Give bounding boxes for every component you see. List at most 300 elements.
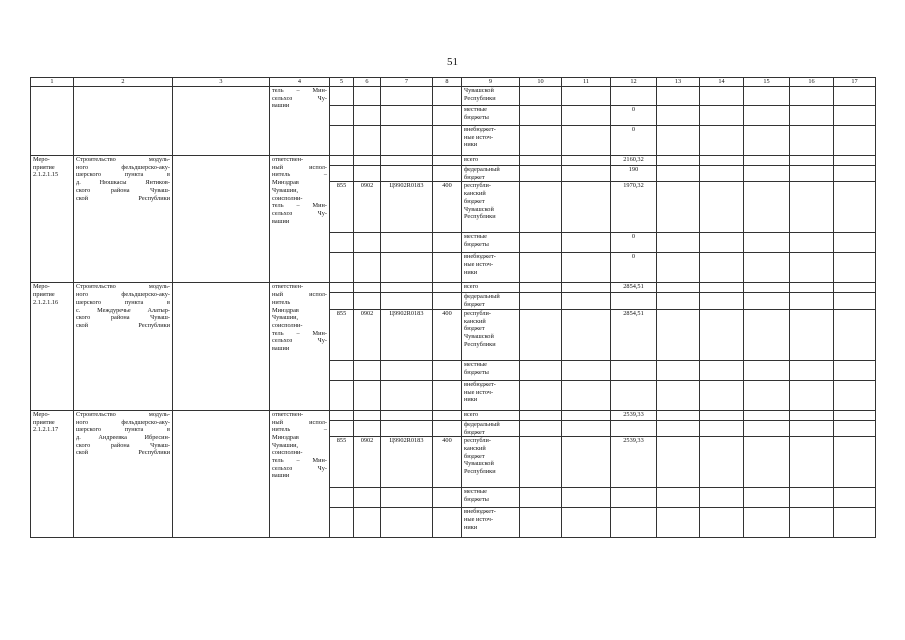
empty-cell [433, 87, 462, 106]
empty-cell [433, 380, 462, 410]
cell-line: ского района Чуваш- [76, 441, 170, 449]
empty-cell [520, 166, 562, 182]
empty-cell [790, 293, 834, 309]
cell-line: Минздрав [272, 179, 299, 187]
table-row [31, 283, 876, 293]
empty-cell [330, 106, 354, 126]
budget-code-cell: Ц9902R0183 [381, 309, 433, 360]
empty-cell [330, 410, 354, 420]
empty-cell [433, 420, 462, 436]
empty-cell [354, 283, 381, 293]
empty-cell [433, 233, 462, 253]
empty-cell [433, 410, 462, 420]
empty-cell [744, 437, 790, 488]
cell-line: д. Нюшкасы Янтиков- [76, 179, 170, 187]
empty-cell [330, 87, 354, 106]
amount-cell [611, 293, 657, 309]
empty-cell [520, 410, 562, 420]
empty-cell [520, 126, 562, 156]
cell-line: приятие [33, 418, 55, 426]
funding-source: Чувашской Республики [462, 87, 520, 106]
empty-cell [381, 253, 433, 283]
cell-line: шерского пункта в [76, 426, 170, 434]
empty-cell [433, 360, 462, 380]
cell-line: ный испол- [272, 291, 327, 299]
empty-cell [834, 488, 876, 508]
amount-cell: 0 [611, 126, 657, 156]
empty-cell [700, 253, 744, 283]
amount-cell: 2539,33 [611, 437, 657, 488]
cell-line: Строительство модуль- [76, 410, 170, 418]
cell-line: вашии [272, 345, 290, 353]
cell-line: ответствен- [272, 156, 304, 163]
empty-cell [700, 233, 744, 253]
empty-cell [744, 309, 790, 360]
cell-line: Меро- [33, 156, 50, 163]
empty-cell [834, 126, 876, 156]
budget-code-cell: 0902 [354, 437, 381, 488]
executor-cell [270, 283, 330, 410]
cell-line: вашии [272, 472, 290, 480]
empty-cell [330, 156, 354, 166]
empty-cell [700, 87, 744, 106]
empty-cell [657, 87, 700, 106]
empty-cell [700, 283, 744, 293]
empty-cell [562, 156, 611, 166]
description-cell [74, 156, 173, 283]
empty-cell [700, 293, 744, 309]
empty-cell [744, 293, 790, 309]
empty-cell [790, 106, 834, 126]
empty-cell [657, 126, 700, 156]
empty-cell [790, 126, 834, 156]
cell-line: Меро- [33, 410, 50, 418]
empty-cell [74, 87, 173, 156]
empty-cell [173, 283, 270, 410]
cell-line: нитель – [272, 426, 327, 434]
cell-line: соисполни- [272, 321, 303, 329]
empty-cell [700, 437, 744, 488]
empty-cell [744, 410, 790, 420]
empty-cell [330, 508, 354, 538]
empty-cell [520, 309, 562, 360]
empty-cell [520, 437, 562, 488]
empty-cell [790, 488, 834, 508]
funding-source: федеральный бюджет [462, 420, 520, 436]
empty-cell [790, 283, 834, 293]
empty-cell [433, 283, 462, 293]
empty-cell [520, 360, 562, 380]
empty-cell [700, 156, 744, 166]
budget-code-cell: 855 [330, 437, 354, 488]
column-header: 6 [354, 78, 381, 87]
funding-source: местные бюджеты [462, 360, 520, 380]
empty-cell [834, 380, 876, 410]
empty-cell [834, 293, 876, 309]
empty-cell [834, 106, 876, 126]
cell-line: ской Республики [76, 321, 170, 329]
executor-cell [270, 410, 330, 537]
funding-source: местные бюджеты [462, 106, 520, 126]
empty-cell [834, 166, 876, 182]
empty-cell [562, 488, 611, 508]
empty-cell [834, 253, 876, 283]
cell-line: Чувашии, [272, 441, 299, 449]
empty-cell [700, 360, 744, 380]
cell-line: Меро- [33, 283, 50, 291]
empty-cell [520, 420, 562, 436]
budget-code-cell: 400 [433, 437, 462, 488]
empty-cell [744, 508, 790, 538]
budget-code-cell: 0902 [354, 309, 381, 360]
column-header: 16 [790, 78, 834, 87]
cell-line: шерского пункта в [76, 171, 170, 179]
empty-cell [354, 106, 381, 126]
empty-cell [381, 233, 433, 253]
cell-line: ского района Чуваш- [76, 186, 170, 194]
empty-cell [744, 283, 790, 293]
empty-cell [381, 488, 433, 508]
empty-cell [173, 156, 270, 283]
empty-cell [657, 283, 700, 293]
empty-cell [562, 87, 611, 106]
empty-cell [433, 156, 462, 166]
empty-cell [433, 166, 462, 182]
cell-line: Чувашии, [272, 186, 299, 194]
empty-cell [354, 233, 381, 253]
cell-line: сельхоз Чу- [272, 337, 327, 345]
header-row [31, 78, 876, 87]
budget-table [30, 77, 876, 538]
column-header: 1 [31, 78, 74, 87]
budget-code-cell: 855 [330, 309, 354, 360]
description-cell [74, 410, 173, 537]
empty-cell [657, 410, 700, 420]
column-header: 13 [657, 78, 700, 87]
cell-line: сельхоз Чу- [272, 209, 327, 217]
amount-cell: 0 [611, 106, 657, 126]
amount-cell: 2539,33 [611, 410, 657, 420]
empty-cell [834, 437, 876, 488]
amount-cell [611, 87, 657, 106]
empty-cell [744, 360, 790, 380]
empty-cell [330, 253, 354, 283]
empty-cell [834, 508, 876, 538]
amount-cell: 190 [611, 166, 657, 182]
empty-cell [744, 488, 790, 508]
empty-cell [520, 283, 562, 293]
empty-cell [790, 508, 834, 538]
budget-code-cell: 855 [330, 182, 354, 233]
empty-cell [790, 410, 834, 420]
empty-cell [381, 126, 433, 156]
activity-id-cell [31, 283, 74, 410]
empty-cell [381, 420, 433, 436]
funding-source: всего [462, 410, 520, 420]
empty-cell [834, 420, 876, 436]
empty-cell [562, 508, 611, 538]
amount-cell: 0 [611, 253, 657, 283]
empty-cell [354, 360, 381, 380]
cell-line: сельхоз Чу- [272, 464, 327, 472]
empty-cell [381, 360, 433, 380]
empty-cell [657, 233, 700, 253]
empty-cell [520, 380, 562, 410]
empty-cell [700, 420, 744, 436]
empty-cell [562, 410, 611, 420]
budget-code-cell: Ц9902R0183 [381, 182, 433, 233]
empty-cell [330, 283, 354, 293]
empty-cell [520, 293, 562, 309]
amount-cell: 0 [611, 233, 657, 253]
cell-line: соисполни- [272, 449, 303, 457]
empty-cell [433, 253, 462, 283]
table-row [31, 156, 876, 166]
cell-line: Чувашии, [272, 314, 299, 322]
empty-cell [700, 410, 744, 420]
empty-cell [700, 488, 744, 508]
cell-line: ного фельдшерско-аку- [76, 418, 170, 426]
empty-cell [657, 156, 700, 166]
empty-cell [562, 106, 611, 126]
column-header: 9 [462, 78, 520, 87]
empty-cell [381, 380, 433, 410]
empty-cell [562, 126, 611, 156]
amount-cell [611, 488, 657, 508]
empty-cell [790, 360, 834, 380]
empty-cell [31, 87, 74, 156]
empty-cell [520, 253, 562, 283]
cell-line: с. Междуречье Алатыр- [76, 306, 170, 314]
empty-cell [520, 156, 562, 166]
cell-line: ского района Чуваш- [76, 314, 170, 322]
amount-cell [611, 360, 657, 380]
funding-source: местные бюджеты [462, 233, 520, 253]
empty-cell [330, 380, 354, 410]
empty-cell [790, 420, 834, 436]
funding-source: республи- канский бюджет Чувашской Республики [462, 437, 520, 488]
column-header: 4 [270, 78, 330, 87]
executor-cell [270, 156, 330, 283]
empty-cell [790, 380, 834, 410]
empty-cell [657, 437, 700, 488]
funding-source: республи- канский бюджет Чувашской Республики [462, 309, 520, 360]
empty-cell [790, 233, 834, 253]
cell-line: 2.1.2.1.16 [33, 298, 59, 306]
empty-cell [562, 420, 611, 436]
empty-cell [562, 360, 611, 380]
cell-line: ный испол- [272, 163, 327, 171]
empty-cell [657, 508, 700, 538]
empty-cell [834, 233, 876, 253]
empty-cell [381, 283, 433, 293]
empty-cell [330, 360, 354, 380]
empty-cell [562, 233, 611, 253]
funding-source: федеральный бюджет [462, 166, 520, 182]
funding-source: внебюджет- ные источ- ники [462, 126, 520, 156]
cell-line: тель – Мин- [272, 457, 327, 465]
cell-line: Строительство модуль- [76, 283, 170, 291]
empty-cell [834, 360, 876, 380]
empty-cell [520, 182, 562, 233]
empty-cell [433, 488, 462, 508]
empty-cell [433, 126, 462, 156]
column-header: 10 [520, 78, 562, 87]
empty-cell [354, 293, 381, 309]
empty-cell [520, 87, 562, 106]
column-header: 2 [74, 78, 173, 87]
empty-cell [700, 166, 744, 182]
empty-cell [657, 166, 700, 182]
empty-cell [834, 87, 876, 106]
empty-cell [790, 87, 834, 106]
column-header: 15 [744, 78, 790, 87]
empty-cell [744, 87, 790, 106]
empty-cell [330, 166, 354, 182]
cell-line: ответствен- [272, 410, 304, 418]
empty-cell [330, 233, 354, 253]
empty-cell [700, 380, 744, 410]
activity-id-cell [31, 156, 74, 283]
cell-line: ответствен- [272, 283, 304, 291]
empty-cell [330, 293, 354, 309]
empty-cell [562, 380, 611, 410]
empty-cell [433, 508, 462, 538]
cell-line: вашии [272, 102, 290, 110]
cell-line: ской Республики [76, 194, 170, 202]
empty-cell [381, 156, 433, 166]
funding-source: всего [462, 156, 520, 166]
cell-line: нитель [272, 298, 291, 306]
amount-cell [611, 380, 657, 410]
empty-cell [790, 309, 834, 360]
cell-line: Минздрав [272, 433, 299, 441]
empty-cell [433, 106, 462, 126]
cell-line: приятие [33, 291, 55, 299]
column-header: 17 [834, 78, 876, 87]
empty-cell [330, 488, 354, 508]
funding-source: всего [462, 283, 520, 293]
cell-line: ской Республики [76, 449, 170, 457]
amount-cell [611, 420, 657, 436]
empty-cell [744, 106, 790, 126]
empty-cell [790, 437, 834, 488]
empty-cell [744, 126, 790, 156]
table-row [31, 87, 876, 106]
empty-cell [657, 182, 700, 233]
cell-line: вашии [272, 217, 290, 225]
empty-cell [520, 106, 562, 126]
empty-cell [354, 508, 381, 538]
empty-cell [744, 233, 790, 253]
empty-cell [834, 182, 876, 233]
empty-cell [700, 182, 744, 233]
column-header: 5 [330, 78, 354, 87]
amount-cell: 2854,51 [611, 309, 657, 360]
empty-cell [381, 166, 433, 182]
empty-cell [381, 508, 433, 538]
empty-cell [657, 293, 700, 309]
empty-cell [562, 293, 611, 309]
empty-cell [657, 380, 700, 410]
column-header: 3 [173, 78, 270, 87]
empty-cell [744, 166, 790, 182]
empty-cell [354, 380, 381, 410]
description-cell [74, 283, 173, 410]
empty-cell [744, 182, 790, 233]
empty-cell [744, 156, 790, 166]
empty-cell [562, 182, 611, 233]
funding-source: федеральный бюджет [462, 293, 520, 309]
empty-cell [354, 410, 381, 420]
empty-cell [354, 420, 381, 436]
empty-cell [657, 106, 700, 126]
empty-cell [381, 87, 433, 106]
empty-cell [562, 166, 611, 182]
cell-line: соисполни- [272, 194, 303, 202]
empty-cell [657, 309, 700, 360]
cell-line: тель – Мин- [272, 329, 327, 337]
cell-line: ного фельдшерско-аку- [76, 163, 170, 171]
empty-cell [354, 87, 381, 106]
empty-cell [381, 293, 433, 309]
amount-cell [611, 508, 657, 538]
column-header: 14 [700, 78, 744, 87]
empty-cell [562, 253, 611, 283]
cell-line: 2.1.2.1.17 [33, 426, 59, 434]
empty-cell [790, 166, 834, 182]
empty-cell [562, 309, 611, 360]
executor-cell [270, 87, 330, 156]
funding-source: внебюджет- ные источ- ники [462, 508, 520, 538]
empty-cell [381, 106, 433, 126]
empty-cell [173, 410, 270, 537]
empty-cell [790, 253, 834, 283]
empty-cell [834, 156, 876, 166]
empty-cell [520, 488, 562, 508]
amount-cell: 1970,32 [611, 182, 657, 233]
funding-source: местные бюджеты [462, 488, 520, 508]
empty-cell [700, 126, 744, 156]
cell-line: приятие [33, 163, 55, 171]
budget-code-cell: 0902 [354, 182, 381, 233]
funding-source: республи- канский бюджет Чувашской Республики [462, 182, 520, 233]
empty-cell [330, 420, 354, 436]
empty-cell [354, 253, 381, 283]
empty-cell [354, 156, 381, 166]
budget-code-cell: 400 [433, 182, 462, 233]
empty-cell [657, 488, 700, 508]
activity-id-cell [31, 410, 74, 537]
funding-source: внебюджет- ные источ- ники [462, 380, 520, 410]
budget-code-cell: Ц9902R0183 [381, 437, 433, 488]
cell-line: тель – Мин- [272, 202, 327, 210]
empty-cell [834, 309, 876, 360]
cell-line: ный испол- [272, 418, 327, 426]
empty-cell [520, 508, 562, 538]
empty-cell [700, 508, 744, 538]
cell-line: 2.1.2.1.15 [33, 171, 59, 179]
empty-cell [657, 253, 700, 283]
cell-line: сельхоз Чу- [272, 94, 327, 102]
empty-cell [700, 309, 744, 360]
cell-line: нитель – [272, 171, 327, 179]
empty-cell [562, 437, 611, 488]
empty-cell [790, 182, 834, 233]
cell-line: ного фельдшерско-аку- [76, 291, 170, 299]
empty-cell [562, 283, 611, 293]
empty-cell [330, 126, 354, 156]
